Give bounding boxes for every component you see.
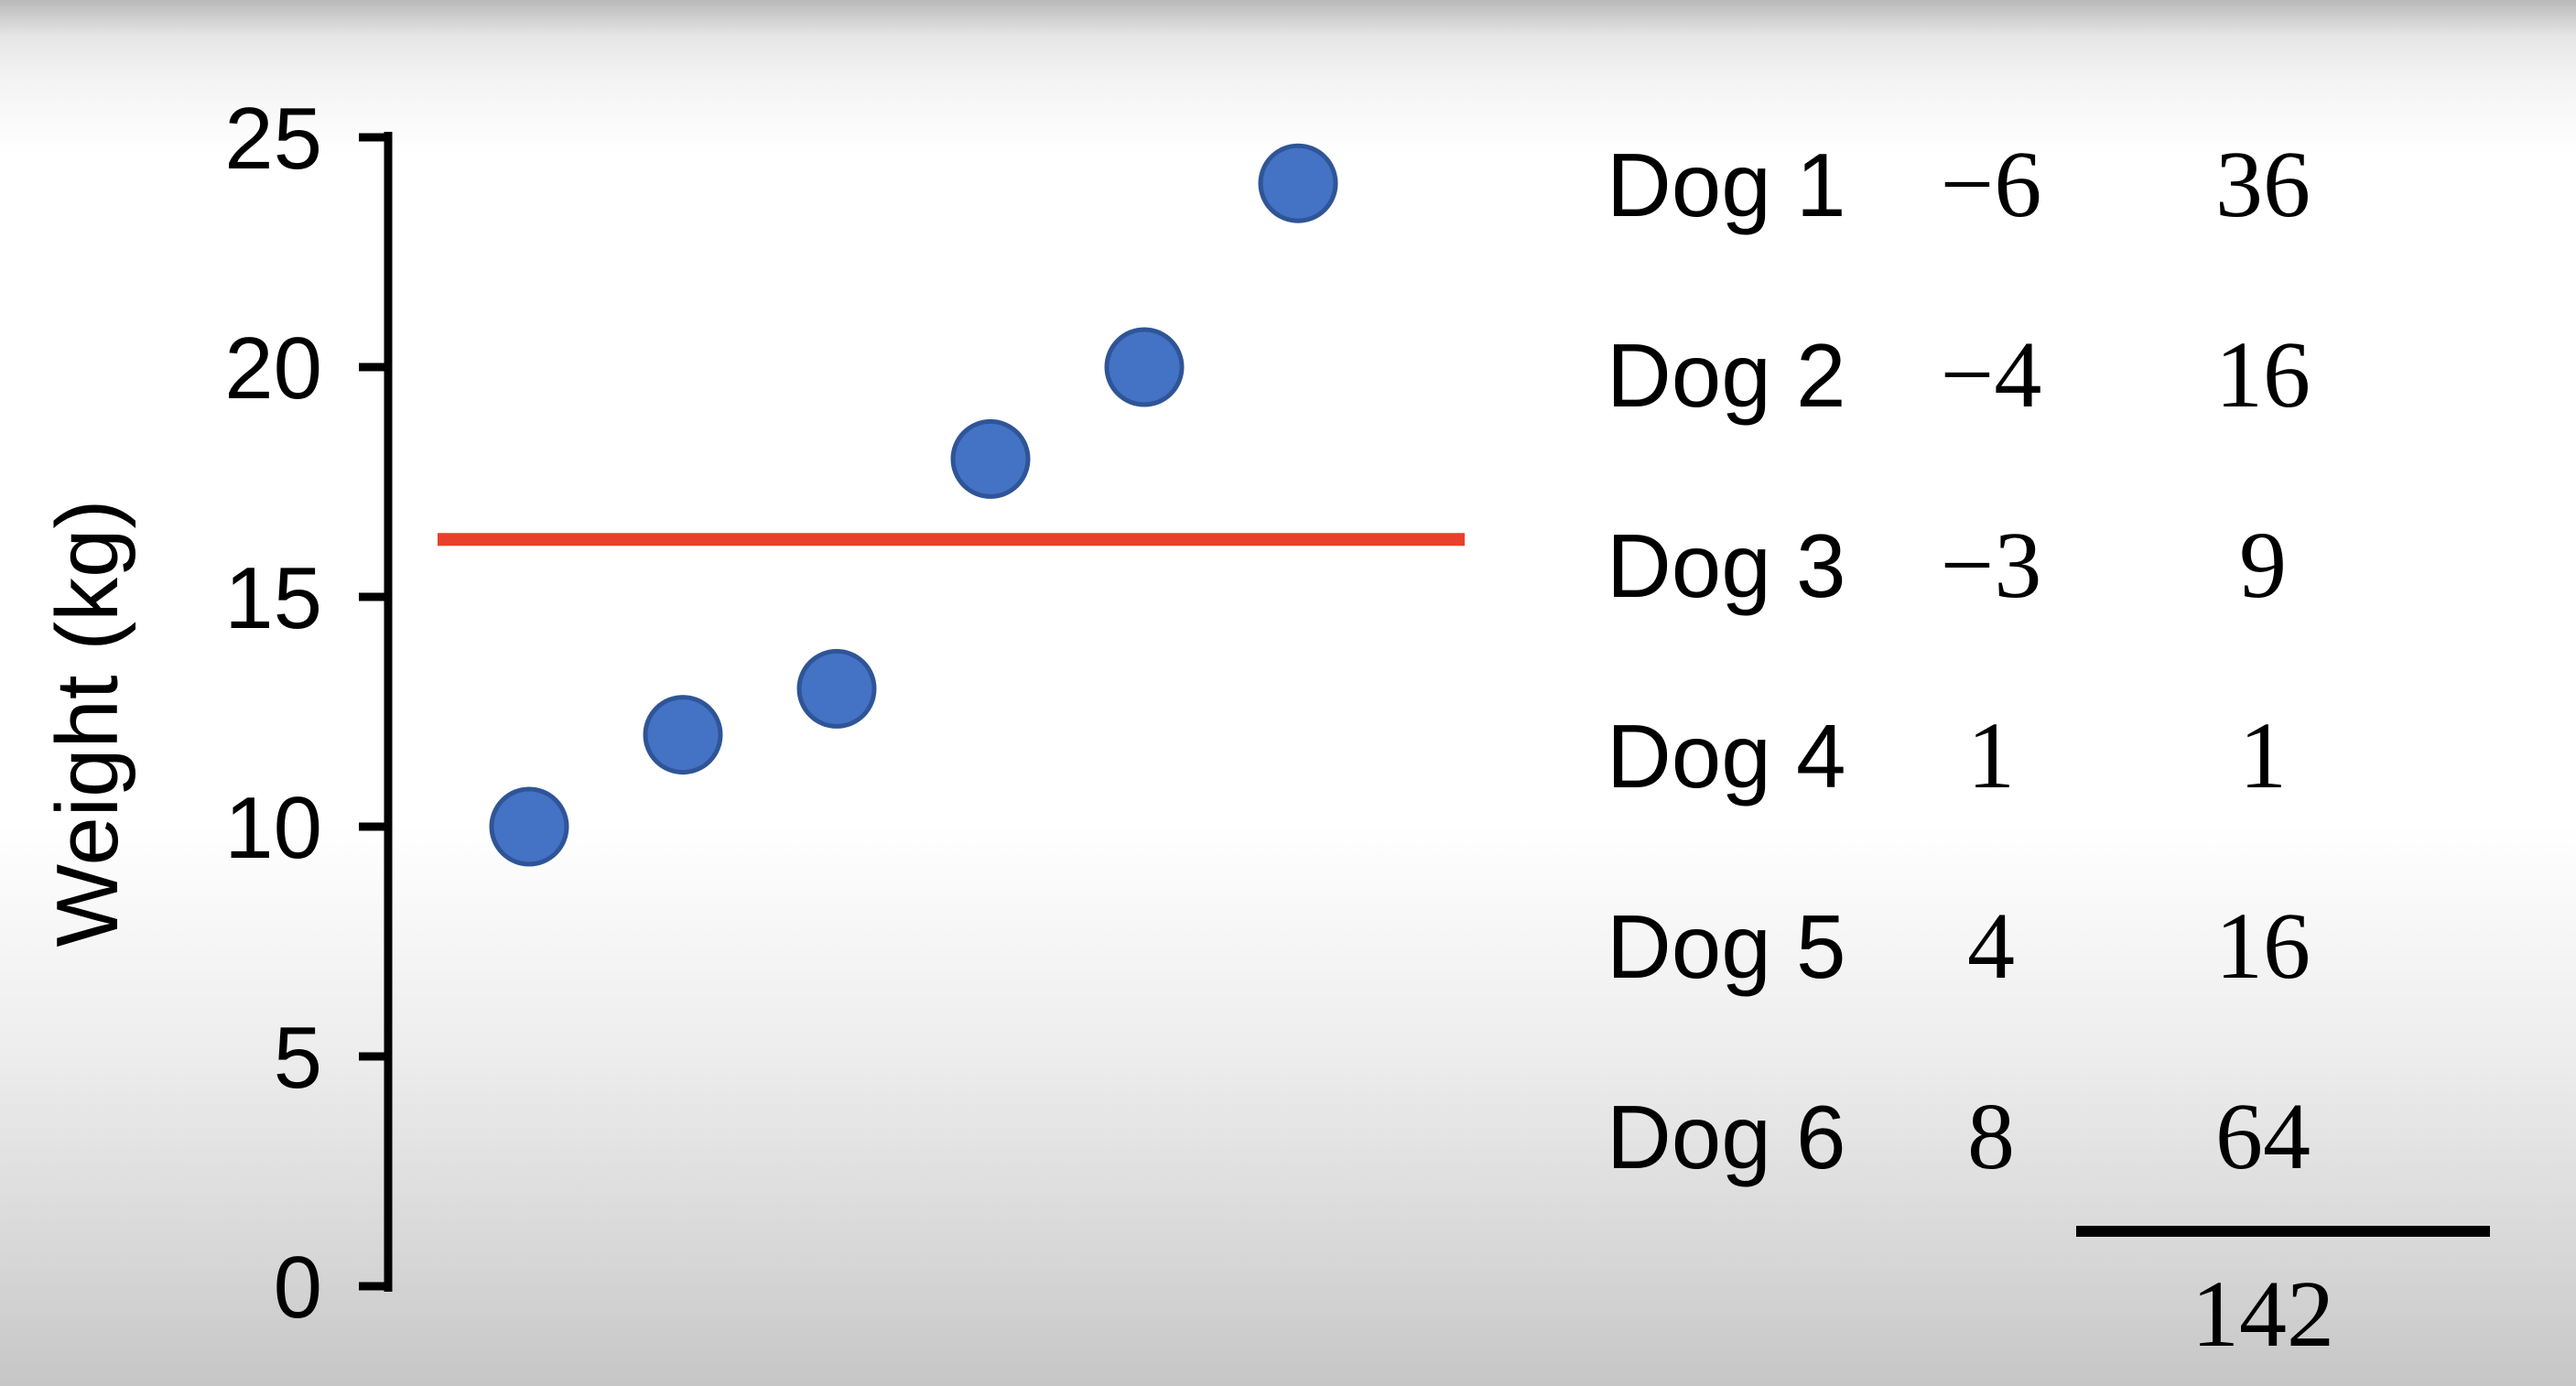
row-squared: 1	[2239, 703, 2287, 808]
row-squared: 64	[2215, 1084, 2311, 1189]
data-point	[492, 789, 567, 864]
row-squared: 16	[2215, 893, 2311, 999]
data-point	[953, 421, 1028, 496]
row-deviation: 1	[1967, 703, 2015, 808]
row-squared: 16	[2215, 322, 2311, 428]
data-point	[1261, 146, 1336, 221]
table-row	[1607, 513, 2287, 618]
data-point	[645, 698, 720, 773]
y-tick-label: 5	[273, 1009, 322, 1107]
table-row	[1607, 322, 2311, 428]
y-axis-label: Weight (kg)	[38, 499, 136, 947]
y-tick-label: 0	[273, 1239, 322, 1337]
data-point	[799, 651, 874, 726]
row-squared: 9	[2239, 513, 2287, 618]
row-deviation: −4	[1940, 322, 2042, 428]
row-deviation: 4	[1967, 893, 2015, 999]
y-tick-label: 25	[224, 90, 322, 188]
row-label: Dog 3	[1607, 515, 1846, 616]
table-row	[1607, 1084, 2311, 1189]
row-label: Dog 6	[1607, 1087, 1846, 1187]
table-row	[1607, 132, 2311, 237]
row-label: Dog 1	[1607, 135, 1846, 235]
row-deviation: −6	[1940, 132, 2042, 237]
y-tick-label: 10	[224, 779, 322, 877]
table-row	[1607, 893, 2311, 999]
table-row	[1607, 703, 2287, 808]
row-deviation: −3	[1940, 513, 2042, 618]
sum-total: 142	[2192, 1261, 2334, 1367]
y-tick-label: 15	[224, 549, 322, 647]
y-tick-label: 20	[224, 319, 322, 417]
row-deviation: 8	[1967, 1084, 2015, 1189]
row-label: Dog 5	[1607, 896, 1846, 997]
data-point	[1107, 330, 1182, 405]
row-label: Dog 4	[1607, 706, 1846, 807]
row-squared: 36	[2215, 132, 2311, 237]
row-label: Dog 2	[1607, 325, 1846, 426]
